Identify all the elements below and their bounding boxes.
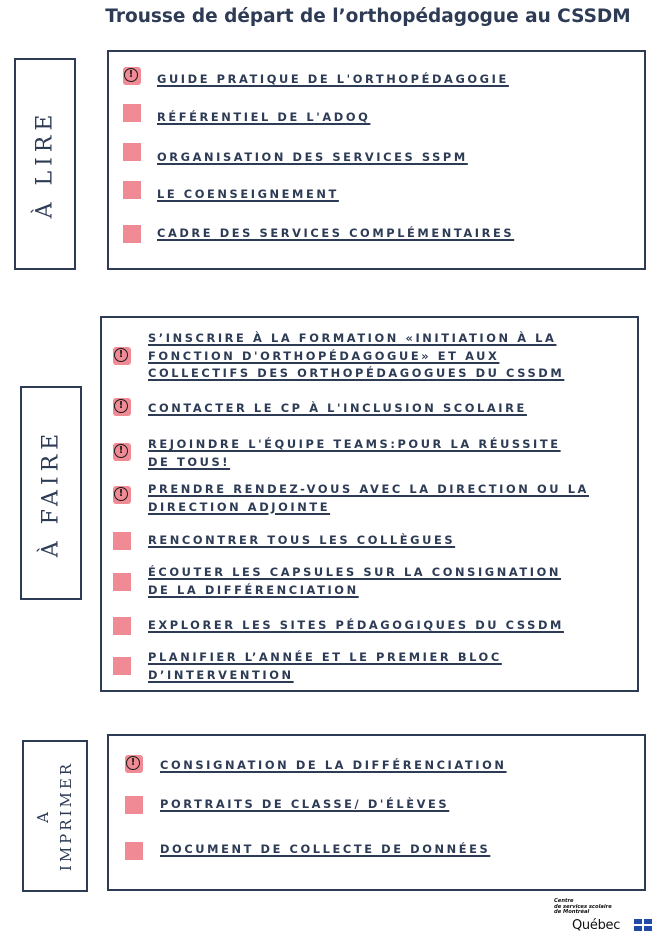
- alert-icon: [113, 486, 131, 504]
- square-icon: [123, 143, 141, 161]
- logo-line3: de Montréal: [554, 909, 590, 916]
- alert-icon: [125, 755, 143, 773]
- link-portraits-classe[interactable]: PORTRAITS DE CLASSE/ D'ÉLÈVES: [160, 797, 450, 811]
- link-consignation[interactable]: CONSIGNATION DE LA DIFFÉRENCIATION: [160, 758, 507, 772]
- alert-icon: [113, 347, 131, 365]
- section-label-line2: IMPRIMER: [57, 760, 75, 872]
- logo-small-text: [554, 899, 612, 916]
- square-icon: [113, 573, 131, 591]
- link-guide-pratique[interactable]: GUIDE PRATIQUE DE L'ORTHOPÉDAGOGIE: [157, 72, 509, 86]
- square-icon: [123, 181, 141, 199]
- link-cadre-services[interactable]: CADRE DES SERVICES COMPLÉMENTAIRES: [157, 226, 515, 240]
- logo-line1: Centre: [554, 898, 574, 904]
- alert-icon: [113, 443, 131, 461]
- section-label-text: À LIRE: [32, 109, 58, 219]
- square-icon: [113, 532, 131, 550]
- square-icon: [123, 225, 141, 243]
- section-label-a-lire: [14, 58, 76, 270]
- alert-icon: [123, 67, 141, 85]
- square-icon: [125, 842, 143, 860]
- link-coenseignement[interactable]: LE COENSEIGNEMENT: [157, 187, 339, 201]
- section-label-text: À FAIRE: [38, 428, 64, 558]
- link-contacter-cp[interactable]: CONTACTER LE CP À L'INCLUSION SCOLAIRE: [148, 401, 527, 415]
- link-referentiel-adoq[interactable]: RÉFÉRENTIEL DE L'ADOQ: [157, 110, 371, 124]
- section-label-line1: A: [33, 809, 52, 823]
- list-box-a-faire: [100, 316, 639, 692]
- page-title: Trousse de départ de l’orthopédagogue au CSSDM: [105, 6, 631, 27]
- link-prendre-rdv[interactable]: PRENDRE RENDEZ-VOUS AVEC LA DIRECTION OU LA DIRECTION ADJOINTE: [148, 482, 589, 514]
- square-icon: [113, 617, 131, 635]
- link-planifier-annee[interactable]: PLANIFIER L’ANNÉE ET LE PREMIER BLOC D’INTERVENTION: [148, 650, 502, 682]
- section-label-a-imprimer: [22, 740, 88, 892]
- square-icon: [125, 796, 143, 814]
- cssdm-quebec-logo: [554, 899, 658, 935]
- link-explorer-sites[interactable]: EXPLORER LES SITES PÉDAGOGIQUES DU CSSDM: [148, 618, 564, 632]
- link-rencontrer-collegues[interactable]: RENCONTRER TOUS LES COLLÈGUES: [148, 533, 456, 547]
- link-inscrire-formation[interactable]: S’INSCRIRE À LA FORMATION «INITIATION À LA FONCTION D'ORTHOPÉDAGOGUE» ET AUX COLLECTIFS DES ORTHOPÉDAGOGUES DU CSSDM: [148, 331, 565, 380]
- square-icon: [113, 657, 131, 675]
- alert-icon: [113, 398, 131, 416]
- section-label-text: [32, 761, 79, 871]
- link-ecouter-capsules[interactable]: ÉCOUTER LES CAPSULES SUR LA CONSIGNATION DE LA DIFFÉRENCIATION: [148, 565, 562, 597]
- logo-line2: de services scolaire: [554, 903, 612, 910]
- link-organisation-sspm[interactable]: ORGANISATION DES SERVICES SSPM: [157, 150, 468, 164]
- quebec-flag-icon: [634, 919, 652, 931]
- square-icon: [123, 104, 141, 122]
- link-document-collecte[interactable]: DOCUMENT DE COLLECTE DE DONNÉES: [160, 842, 491, 856]
- list-box-a-imprimer: [107, 734, 646, 891]
- list-box-a-lire: [107, 50, 646, 270]
- logo-brand-text: Québec: [572, 918, 621, 933]
- link-rejoindre-teams[interactable]: REJOINDRE L'ÉQUIPE TEAMS:POUR LA RÉUSSITE DE TOUS!: [148, 437, 561, 469]
- section-label-a-faire: [20, 386, 82, 600]
